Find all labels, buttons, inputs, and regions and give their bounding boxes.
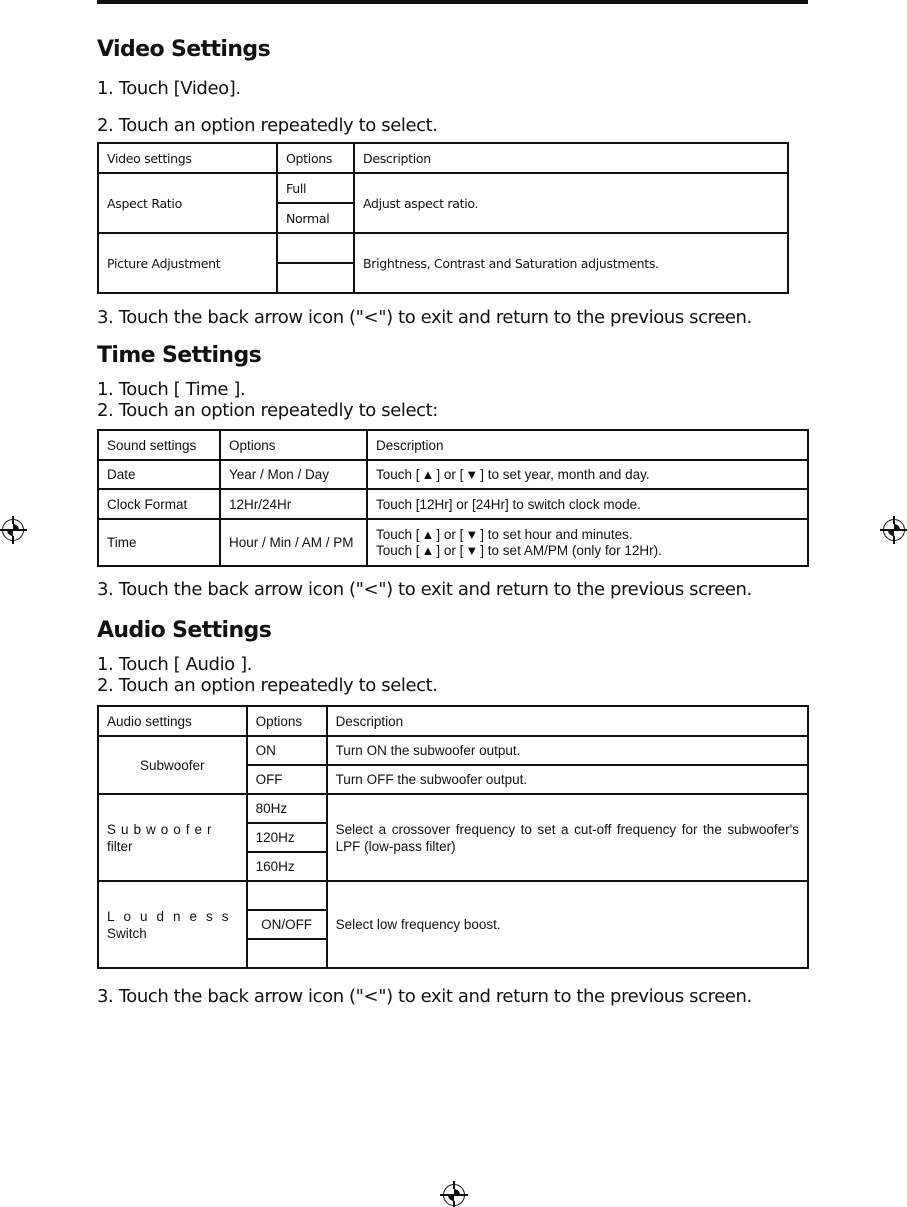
table-row bbox=[98, 881, 808, 910]
description-cell: Brightness, Contrast and Saturation adjustments. bbox=[354, 233, 788, 293]
table-row bbox=[98, 489, 808, 519]
header-cell: Audio settings bbox=[98, 706, 247, 736]
down-arrow-icon: ▼ bbox=[465, 526, 479, 542]
desc-text: ] to set AM/PM (only for 12Hr). bbox=[480, 542, 662, 558]
option-cell: OFF bbox=[247, 765, 327, 794]
description-cell: Adjust aspect ratio. bbox=[354, 173, 788, 233]
option-cell: ON bbox=[247, 736, 327, 765]
registration-mark-icon bbox=[883, 519, 905, 541]
table-row bbox=[98, 460, 808, 489]
down-arrow-icon: ▼ bbox=[465, 542, 479, 558]
desc-line bbox=[376, 527, 799, 543]
description-cell: Touch [12Hr] or [24Hr] to switch clock mode. bbox=[367, 489, 808, 519]
setting-cell: Picture Adjustment bbox=[98, 233, 277, 293]
option-cell: Normal bbox=[277, 203, 354, 233]
description-cell bbox=[367, 519, 808, 566]
table-row bbox=[98, 736, 808, 765]
option-cell: Full bbox=[277, 173, 354, 203]
desc-line bbox=[376, 543, 799, 559]
description-cell: Turn ON the subwoofer output. bbox=[327, 736, 808, 765]
desc-text: Touch [ bbox=[376, 526, 420, 542]
video-step-3: 3. Touch the back arrow icon ("<") to exit and return to the previous screen. bbox=[97, 307, 752, 328]
option-cell bbox=[247, 939, 327, 968]
down-arrow-icon: ▼ bbox=[465, 467, 479, 482]
header-cell: Description bbox=[354, 143, 788, 173]
table-row bbox=[98, 519, 808, 566]
header-cell: Options bbox=[247, 706, 327, 736]
setting-cell: Clock Format bbox=[98, 489, 220, 519]
option-cell: 160Hz bbox=[247, 852, 327, 881]
description-cell: Select a crossover frequency to set a cut-off frequency for the subwoofer's LPF (low-pass filter) bbox=[327, 794, 808, 881]
option-cell: Year / Mon / Day bbox=[220, 460, 367, 489]
setting-cell bbox=[98, 794, 247, 881]
header-cell: Sound settings bbox=[98, 430, 220, 460]
option-cell: 12Hr/24Hr bbox=[220, 489, 367, 519]
desc-text: ] to set year, month and day. bbox=[480, 467, 650, 482]
audio-settings-heading: Audio Settings bbox=[97, 618, 272, 643]
video-step-2: 2. Touch an option repeatedly to select. bbox=[97, 115, 438, 136]
header-cell: Description bbox=[367, 430, 808, 460]
table-header-row bbox=[98, 143, 788, 173]
audio-step-3: 3. Touch the back arrow icon ("<") to exit and return to the previous screen. bbox=[97, 986, 752, 1007]
audio-step-1: 1. Touch [ Audio ]. bbox=[97, 654, 253, 675]
desc-text: ] or [ bbox=[436, 467, 464, 482]
description-cell: Turn OFF the subwoofer output. bbox=[327, 765, 808, 794]
setting-cell: Subwoofer bbox=[98, 736, 247, 794]
top-rule bbox=[97, 0, 808, 4]
option-cell: 80Hz bbox=[247, 794, 327, 823]
table-row bbox=[98, 794, 808, 823]
table-row bbox=[98, 173, 788, 203]
option-cell: ON/OFF bbox=[247, 910, 327, 939]
desc-text: ] or [ bbox=[436, 542, 464, 558]
audio-step-2: 2. Touch an option repeatedly to select. bbox=[97, 675, 438, 696]
header-cell: Options bbox=[277, 143, 354, 173]
time-step-1: 1. Touch [ Time ]. bbox=[97, 379, 246, 400]
option-cell: Hour / Min / AM / PM bbox=[220, 519, 367, 566]
desc-text: ] or [ bbox=[436, 526, 464, 542]
setting-cell bbox=[98, 881, 247, 968]
video-step-1: 1. Touch [Video]. bbox=[97, 78, 241, 99]
audio-settings-table bbox=[97, 705, 809, 969]
desc-text: ] to set hour and minutes. bbox=[480, 526, 633, 542]
option-cell bbox=[247, 881, 327, 910]
up-arrow-icon: ▲ bbox=[421, 526, 435, 542]
header-cell: Options bbox=[220, 430, 367, 460]
setting-text: Loudness bbox=[107, 908, 238, 924]
video-settings-table bbox=[97, 142, 789, 294]
table-row bbox=[98, 233, 788, 263]
option-cell: 120Hz bbox=[247, 823, 327, 852]
table-header-row bbox=[98, 706, 808, 736]
setting-cell: Date bbox=[98, 460, 220, 489]
description-cell bbox=[367, 460, 808, 489]
option-cell bbox=[277, 233, 354, 263]
registration-mark-icon bbox=[2, 519, 24, 541]
desc-text: Touch [ bbox=[376, 542, 420, 558]
up-arrow-icon: ▲ bbox=[421, 542, 435, 558]
option-cell bbox=[277, 263, 354, 293]
table-header-row bbox=[98, 430, 808, 460]
header-cell: Description bbox=[327, 706, 808, 736]
time-settings-heading: Time Settings bbox=[97, 343, 262, 368]
setting-text: filter bbox=[107, 838, 133, 854]
registration-mark-icon bbox=[443, 1184, 465, 1206]
description-cell: Select low frequency boost. bbox=[327, 881, 808, 968]
desc-text: Touch [ bbox=[376, 467, 420, 482]
setting-cell: Aspect Ratio bbox=[98, 173, 277, 233]
setting-text: Switch bbox=[107, 925, 147, 941]
setting-text: Subwoofer bbox=[107, 821, 217, 837]
up-arrow-icon: ▲ bbox=[421, 467, 435, 482]
video-settings-heading: Video Settings bbox=[97, 37, 271, 62]
setting-cell: Time bbox=[98, 519, 220, 566]
time-step-3: 3. Touch the back arrow icon ("<") to exit and return to the previous screen. bbox=[97, 579, 752, 600]
time-step-2: 2. Touch an option repeatedly to select: bbox=[97, 400, 438, 421]
time-settings-table bbox=[97, 429, 809, 567]
header-cell: Video settings bbox=[98, 143, 277, 173]
